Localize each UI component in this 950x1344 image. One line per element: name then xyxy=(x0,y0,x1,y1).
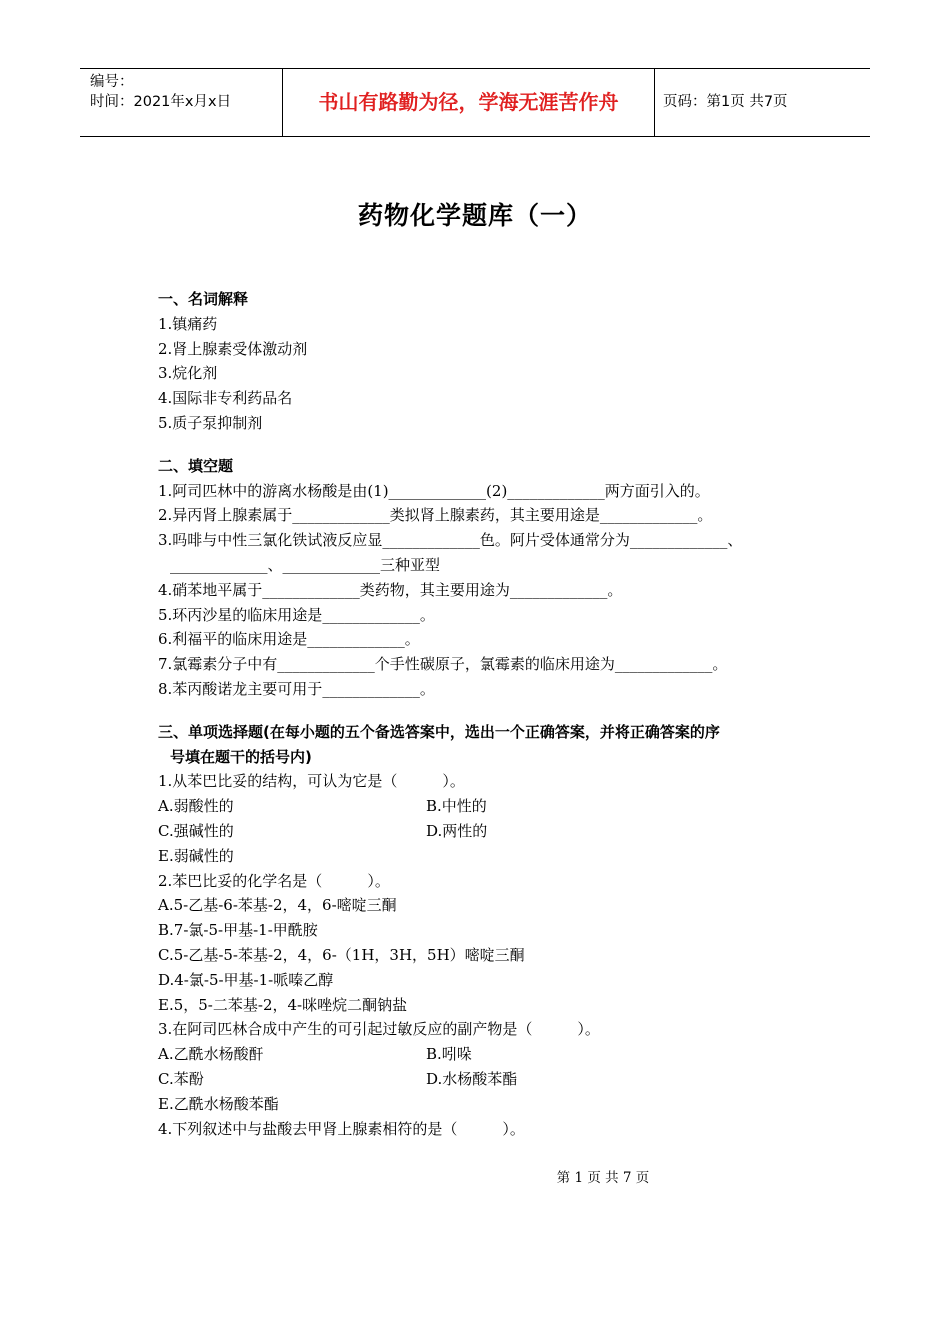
list-item: 4.硝苯地平属于_____________类药物，其主要用途为_____________。 xyxy=(158,580,623,599)
option-row xyxy=(158,819,818,844)
question-stem: 1.从苯巴比妥的结构，可认为它是（ ）。 xyxy=(158,772,465,791)
option-b: B.7-氯-5-甲基-1-甲酰胺 xyxy=(158,921,318,940)
list-item: 1.镇痛药 xyxy=(158,314,218,333)
option-c: C.强碱性的 xyxy=(158,821,234,840)
option-b: B.中性的 xyxy=(426,797,487,816)
option-e: E.弱碱性的 xyxy=(158,846,234,865)
option-b: B.吲哚 xyxy=(426,1045,472,1064)
list-item: _____________、_____________三种亚型 xyxy=(170,555,441,574)
option-row xyxy=(158,794,818,819)
page-footer: 第 1 页 共 7 页 xyxy=(556,1170,650,1186)
section-heading: 三、单项选择题(在每小题的五个备选答案中，选出一个正确答案，并将正确答案的序 xyxy=(158,722,720,741)
option-row xyxy=(158,1067,818,1092)
option-a: A.弱酸性的 xyxy=(158,797,234,816)
option-c: C.5-乙基-5-苯基-2，4，6-（1H，3H，5H）嘧啶三酮 xyxy=(158,945,525,964)
document-header xyxy=(80,68,870,137)
list-item: 2.异丙肾上腺素属于_____________类拟肾上腺素药，其主要用途是_____________。 xyxy=(158,506,713,525)
option-d: D.水杨酸苯酯 xyxy=(426,1069,518,1088)
number-label: 编号： xyxy=(90,74,134,90)
option-a: A.5-乙基-6-苯基-2，4，6-嘧啶三酮 xyxy=(158,896,397,915)
list-item: 5.环丙沙星的临床用途是_____________。 xyxy=(158,605,435,624)
section-heading-continued: 号填在题干的括号内) xyxy=(170,747,312,766)
page-code: 页码：第1页 共7页 xyxy=(663,94,788,110)
list-item: 1.阿司匹林中的游离水杨酸是由(1)_____________(2)_____________两方面引入的。 xyxy=(158,481,710,500)
section-heading: 一、名词解释 xyxy=(158,290,249,308)
question-stem: 2.苯巴比妥的化学名是（ ）。 xyxy=(158,871,390,890)
list-item: 8.苯丙酸诺龙主要可用于_____________。 xyxy=(158,679,435,698)
header-meta-cell xyxy=(80,69,282,136)
list-item: 5.质子泵抑制剂 xyxy=(158,413,263,432)
list-item: 3.烷化剂 xyxy=(158,364,218,383)
date-label: 时间：2021年x月x日 xyxy=(90,94,232,110)
question-stem: 4.下列叙述中与盐酸去甲肾上腺素相符的是（ ）。 xyxy=(158,1119,525,1138)
option-c: C.苯酚 xyxy=(158,1069,204,1088)
option-d: D.4-氯-5-甲基-1-哌嗪乙醇 xyxy=(158,970,334,989)
motto: 书山有路勤为径，学海无涯苦作舟 xyxy=(282,69,655,136)
list-item: 7.氯霉素分子中有_____________个手性碳原子，氯霉素的临床用途为_____________。 xyxy=(158,655,728,674)
list-item: 6.利福平的临床用途是_____________。 xyxy=(158,630,420,649)
option-d: D.两性的 xyxy=(426,821,488,840)
list-item: 2.肾上腺素受体激动剂 xyxy=(158,339,308,358)
document-body xyxy=(158,287,818,1141)
list-item: 4.国际非专利药品名 xyxy=(158,389,293,408)
list-item: 3.吗啡与中性三氯化铁试液反应显_____________色。阿片受体通常分为_____________、 xyxy=(158,531,743,550)
option-e: E.乙酰水杨酸苯酯 xyxy=(158,1094,279,1113)
option-a: A.乙酰水杨酸酐 xyxy=(158,1045,264,1064)
page-title: 药物化学题库（一） xyxy=(357,201,592,230)
question-stem: 3.在阿司匹林合成中产生的可引起过敏反应的副产物是（ ）。 xyxy=(158,1020,600,1039)
section-heading: 二、填空题 xyxy=(158,456,234,475)
option-row xyxy=(158,1042,818,1067)
option-e: E.5，5-二苯基-2，4-咪唑烷二酮钠盐 xyxy=(158,995,408,1014)
